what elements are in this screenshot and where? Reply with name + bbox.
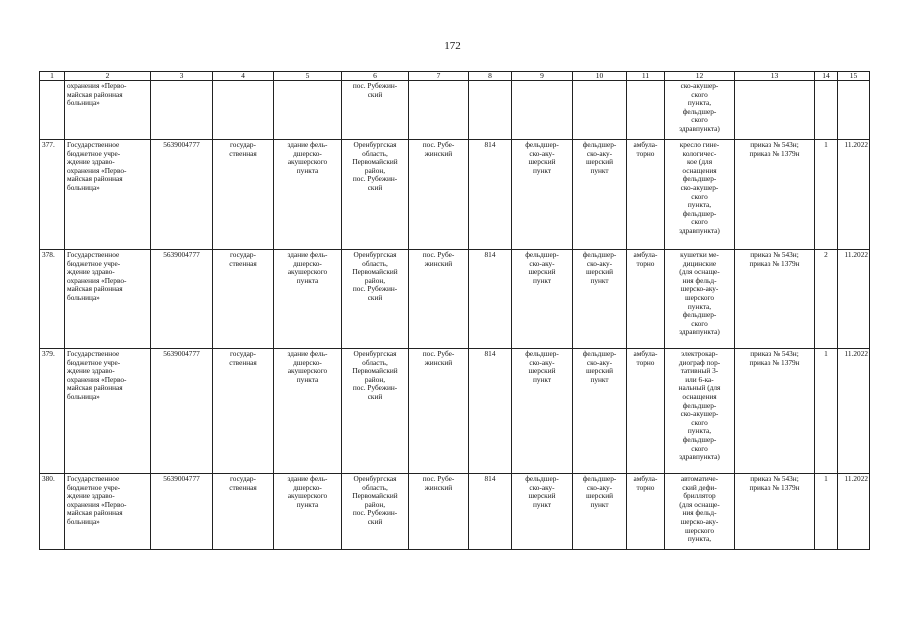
- inn-cell: 5639004777: [151, 250, 213, 349]
- ownership-cell: государ- ственная: [213, 250, 274, 349]
- page-number: 172: [444, 40, 461, 52]
- col-header: 11: [627, 72, 665, 81]
- inn-cell: 5639004777: [151, 474, 213, 550]
- table-row: [40, 250, 870, 349]
- org-cell: охранения «Перво- майская районная больница»: [65, 81, 151, 140]
- table-row: [40, 140, 870, 250]
- col-header: 6: [342, 72, 409, 81]
- unit-cell: фельдшер- ско-аку- шерский пункт: [512, 349, 573, 474]
- address-cell: пос. Рубежин- ский: [342, 81, 409, 140]
- col-header: 15: [838, 72, 870, 81]
- unit-cell: фельдшер- ско-аку- шерский пункт: [512, 250, 573, 349]
- equipment-cell: кресло гине- кологичес- кое (для оснащения фельдшер- ско-акушер- ского пункта, фельдшер- ского здравпункта): [665, 140, 735, 250]
- building-cell: здание фель- дшерско- акушерского пункта: [274, 474, 342, 550]
- unit2-cell: фельдшер- ско-аку- шерский пункт: [573, 474, 627, 550]
- date-cell: 11.2022: [838, 140, 870, 250]
- order-cell: приказ № 543н; приказ № 1379н: [735, 474, 815, 550]
- date-cell: 11.2022: [838, 250, 870, 349]
- register-table: [39, 71, 870, 550]
- address-cell: Оренбургская область, Первомайский район, пос. Рубежин- ский: [342, 140, 409, 250]
- inn-cell: 5639004777: [151, 349, 213, 474]
- building-cell: здание фель- дшерско- акушерского пункта: [274, 140, 342, 250]
- org-cell: Государственное бюджетное учре- ждение здраво- охранения «Перво- майская районная больница»: [65, 140, 151, 250]
- building-cell: здание фель- дшерско- акушерского пункта: [274, 349, 342, 474]
- equipment-cell: кушетки ме- дицинские (для оснаще- ния фельд- шерско-аку- шерского пункта, фельдшер- ского здравпункта): [665, 250, 735, 349]
- col-header: 9: [512, 72, 573, 81]
- code-cell: 814: [469, 140, 512, 250]
- qty-cell: 2: [815, 250, 838, 349]
- col-header: 5: [274, 72, 342, 81]
- col-header: 4: [213, 72, 274, 81]
- address-cell: Оренбургская область, Первомайский район, пос. Рубежин- ский: [342, 349, 409, 474]
- unit2-cell: фельдшер- ско-аку- шерский пункт: [573, 250, 627, 349]
- table-row: [40, 474, 870, 550]
- code-cell: 814: [469, 474, 512, 550]
- col-header: 12: [665, 72, 735, 81]
- row-number: 380.: [40, 474, 65, 550]
- col-header: 10: [573, 72, 627, 81]
- code-cell: 814: [469, 349, 512, 474]
- unit-cell: фельдшер- ско-аку- шерский пункт: [512, 140, 573, 250]
- code-cell: 814: [469, 250, 512, 349]
- order-cell: приказ № 543н; приказ № 1379н: [735, 349, 815, 474]
- row-number: 377.: [40, 140, 65, 250]
- date-cell: 11.2022: [838, 474, 870, 550]
- equipment-cell: автоматиче- ский дефи- бриллятор (для оснаще- ния фельд- шерско-аку- шерского пункта,: [665, 474, 735, 550]
- row-number: 379.: [40, 349, 65, 474]
- locality-cell: пос. Рубе- жинский: [409, 474, 469, 550]
- care-cell: амбула- торно: [627, 140, 665, 250]
- order-cell: приказ № 543н; приказ № 1379н: [735, 250, 815, 349]
- unit2-cell: фельдшер- ско-аку- шерский пункт: [573, 140, 627, 250]
- continuation-row: [40, 81, 870, 140]
- unit2-cell: фельдшер- ско-аку- шерский пункт: [573, 349, 627, 474]
- date-cell: 11.2022: [838, 349, 870, 474]
- qty-cell: 1: [815, 140, 838, 250]
- org-cell: Государственное бюджетное учре- ждение здраво- охранения «Перво- майская районная больница»: [65, 474, 151, 550]
- locality-cell: пос. Рубе- жинский: [409, 250, 469, 349]
- ownership-cell: государ- ственная: [213, 349, 274, 474]
- ownership-cell: государ- ственная: [213, 140, 274, 250]
- ownership-cell: государ- ственная: [213, 474, 274, 550]
- unit-cell: фельдшер- ско-аку- шерский пункт: [512, 474, 573, 550]
- col-header: 2: [65, 72, 151, 81]
- col-header: 14: [815, 72, 838, 81]
- locality-cell: пос. Рубе- жинский: [409, 140, 469, 250]
- equipment-cell: электрокар- диограф пор- тативный 3- или 6-ка- нальный (для оснащения фельдшер- ско-акушер- ского пункта, фельдшер- ского здравпункта): [665, 349, 735, 474]
- table-row: [40, 349, 870, 474]
- qty-cell: 1: [815, 349, 838, 474]
- row-number: 378.: [40, 250, 65, 349]
- care-cell: амбула- торно: [627, 250, 665, 349]
- order-cell: приказ № 543н; приказ № 1379н: [735, 140, 815, 250]
- col-header: 13: [735, 72, 815, 81]
- col-header: 1: [40, 72, 65, 81]
- inn-cell: 5639004777: [151, 140, 213, 250]
- care-cell: амбула- торно: [627, 474, 665, 550]
- column-number-header: [40, 72, 870, 81]
- address-cell: Оренбургская область, Первомайский район, пос. Рубежин- ский: [342, 250, 409, 349]
- equipment-cell: ско-акушер- ского пункта, фельдшер- ского здравпункта): [665, 81, 735, 140]
- building-cell: здание фель- дшерско- акушерского пункта: [274, 250, 342, 349]
- col-header: 8: [469, 72, 512, 81]
- care-cell: амбула- торно: [627, 349, 665, 474]
- qty-cell: 1: [815, 474, 838, 550]
- col-header: 7: [409, 72, 469, 81]
- locality-cell: пос. Рубе- жинский: [409, 349, 469, 474]
- org-cell: Государственное бюджетное учре- ждение здраво- охранения «Перво- майская районная больница»: [65, 250, 151, 349]
- col-header: 3: [151, 72, 213, 81]
- address-cell: Оренбургская область, Первомайский район, пос. Рубежин- ский: [342, 474, 409, 550]
- org-cell: Государственное бюджетное учре- ждение здраво- охранения «Перво- майская районная больница»: [65, 349, 151, 474]
